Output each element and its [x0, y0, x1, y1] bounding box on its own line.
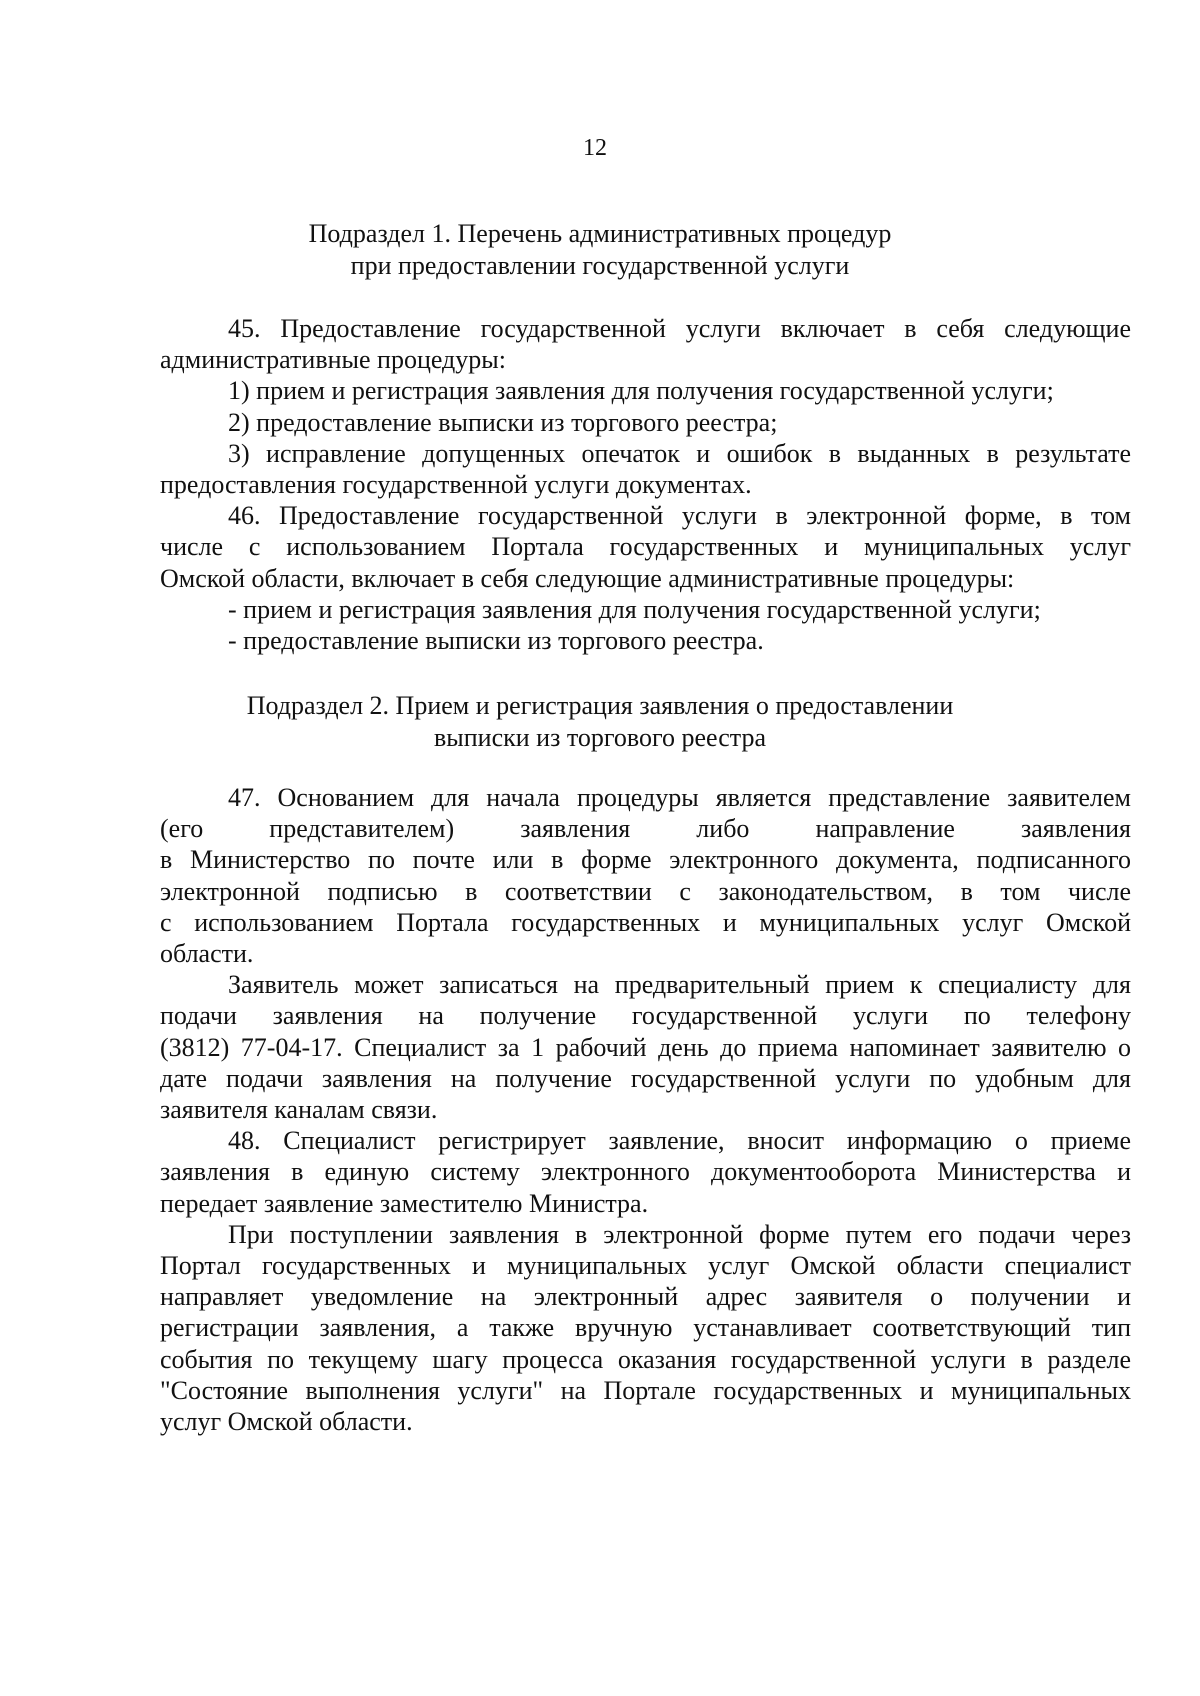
paragraph-45 [160, 313, 1131, 375]
text-line: (3812) 77-04-17. Специалист за 1 рабочий день до приема напоминает заявителю о [160, 1032, 1131, 1062]
text-line: заявителя каналам связи. [160, 1095, 438, 1125]
paragraph-electronic [160, 1219, 1131, 1437]
section-2-heading-line: выписки из торгового реестра [434, 723, 766, 752]
text-line: события по текущему шагу процесса оказания государственной услуги в разделе [160, 1344, 1131, 1374]
text-line: числе с использованием Портала государственных и муниципальных услуг [160, 532, 1131, 562]
text-line: Омской области, включает в себя следующие административные процедуры: [160, 563, 1015, 593]
text-line: направляет уведомление на электронный адрес заявителя о получении и [160, 1282, 1131, 1312]
section-1-heading-line: при предоставлении государственной услуги [350, 251, 850, 280]
text-line: электронной подписью в соответствии с законодательством, в том числе [160, 876, 1131, 906]
text-line: дате подачи заявления на получение государственной услуги по удобным для [160, 1063, 1131, 1093]
text-line: с использованием Портала государственных и муниципальных услуг Омской [160, 907, 1131, 937]
text-line: 3) исправление допущенных опечаток и ошибок в выданных в результате [228, 438, 1131, 468]
text-line: 45. Предоставление государственной услуги включает в себя следующие [228, 314, 1131, 343]
text-line: административные процедуры: [160, 345, 506, 375]
text-line: 2) предоставление выписки из торгового реестра; [228, 407, 778, 437]
list-item-1 [160, 375, 1131, 406]
text-line: - предоставление выписки из торгового реестра. [228, 626, 764, 656]
section-1-body [160, 313, 1131, 656]
list-item-2 [160, 407, 1131, 438]
text-line: Заявитель может записаться на предварительный прием к специалисту для [228, 970, 1131, 1000]
text-line: 46. Предоставление государственной услуги в электронной форме, в том [228, 501, 1131, 531]
text-line: регистрации заявления, а также вручную устанавливает соответствующий тип [160, 1313, 1131, 1343]
text-line: 1) прием и регистрация заявления для получения государственной услуги; [228, 376, 1054, 406]
text-line: 47. Основанием для начала процедуры является представление заявителем [228, 783, 1131, 812]
paragraph-48 [160, 1125, 1131, 1219]
section-2-heading-line: Подраздел 2. Прием и регистрация заявления о предоставлении [246, 691, 954, 720]
text-line: подачи заявления на получение государственной услуги по телефону [160, 1001, 1131, 1031]
text-line: При поступлении заявления в электронной форме путем его подачи через [228, 1219, 1131, 1249]
section-1-heading [0, 218, 1200, 282]
section-2-heading [0, 690, 1200, 754]
text-line: Портал государственных и муниципальных услуг Омской области специалист [160, 1251, 1131, 1281]
text-line: "Состояние выполнения услуги" на Портале государственных и муниципальных [160, 1375, 1131, 1405]
text-line: предоставления государственной услуги документах. [160, 470, 752, 500]
text-line: передает заявление заместителю Министра. [160, 1188, 649, 1218]
text-line: в Министерство по почте или в форме электронного документа, подписанного [160, 845, 1131, 875]
text-line: области. [160, 939, 254, 969]
text-line: (его представителем) заявления либо направление заявления [160, 814, 1131, 844]
paragraph-appointment [160, 969, 1131, 1125]
text-line: услуг Омской области. [160, 1407, 413, 1437]
dash-item-1 [160, 594, 1131, 625]
text-line: - прием и регистрация заявления для получения государственной услуги; [228, 594, 1041, 624]
text-line: заявления в единую систему электронного документооборота Министерства и [160, 1157, 1131, 1187]
paragraph-46 [160, 500, 1131, 594]
section-1-heading-line: Подраздел 1. Перечень административных процедур [308, 219, 892, 248]
section-2-body [160, 782, 1131, 1437]
dash-item-2 [160, 625, 1131, 656]
paragraph-47 [160, 782, 1131, 969]
text-line: 48. Специалист регистрирует заявление, вносит информацию о приеме [228, 1126, 1131, 1156]
list-item-3 [160, 438, 1131, 500]
page-number: 12 [583, 135, 607, 161]
